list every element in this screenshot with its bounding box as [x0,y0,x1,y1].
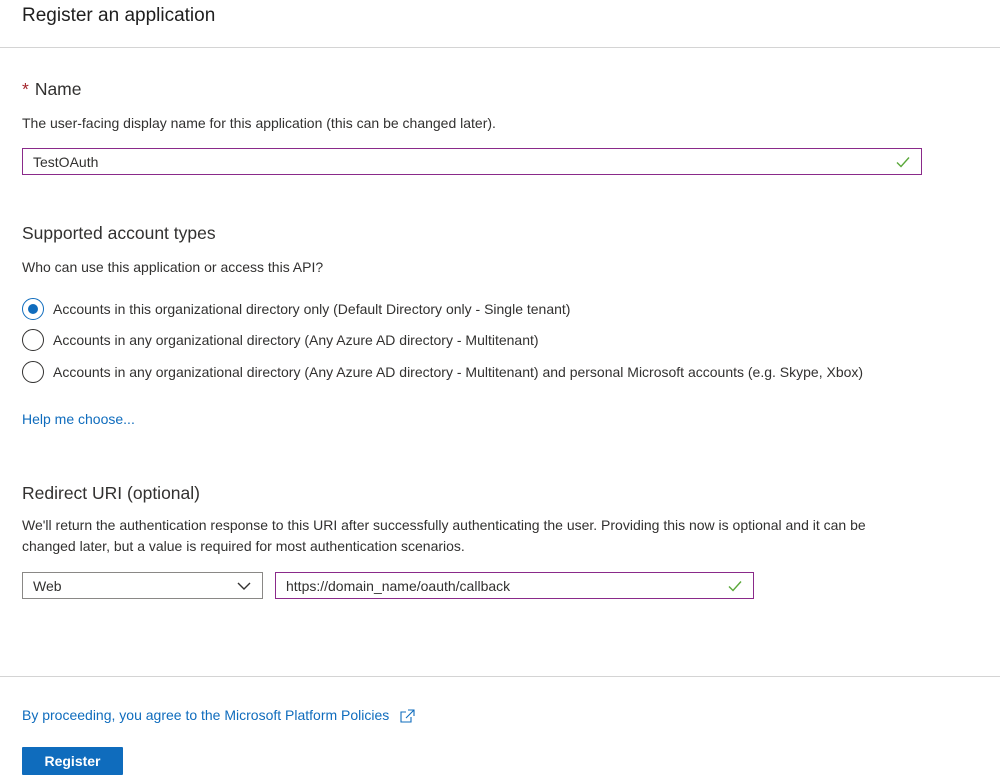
account-types-question: Who can use this application or access this API? [22,259,324,275]
account-type-option-multitenant[interactable] [22,329,539,351]
account-type-option-single-tenant[interactable] [22,298,570,320]
app-name-input[interactable] [22,148,922,175]
radio-unselected[interactable] [22,361,44,383]
account-type-label: Accounts in any organizational directory (Any Azure AD directory - Multitenant) and personal Microsoft accounts (e.g. Skype, Xbox) [53,364,864,380]
redirect-uri-input[interactable] [275,572,754,599]
page-title: Register an application [22,5,216,26]
radio-selected[interactable] [22,298,44,320]
account-type-label: Accounts in any organizational directory (Any Azure AD directory - Multitenant) [53,332,539,348]
redirect-uri-value: https://domain_name/oauth/callback [286,577,511,594]
external-link-icon [399,709,415,723]
required-marker: * [22,79,29,99]
redirect-description-line-2: changed later, but a value is required for most authentication scenarios. [22,538,465,554]
account-type-option-multitenant-personal[interactable] [22,361,863,383]
platform-select-value: Web [33,577,62,594]
app-name-value: TestOAuth [33,153,99,170]
check-icon [895,154,911,170]
account-types-heading: Supported account types [22,223,216,243]
chevron-down-icon [236,578,252,594]
header-divider [0,47,1000,48]
account-type-label: Accounts in this organizational directory only (Default Directory only - Single tenant) [53,301,571,317]
radio-unselected[interactable] [22,329,44,351]
register-button[interactable]: Register [22,747,123,775]
check-icon [727,578,743,594]
redirect-description-line-1: We'll return the authentication response to this URI after successfully authenticating the user. Providing this now is optional and it can be [22,517,866,533]
platform-select[interactable] [22,572,263,599]
platform-policies-label: By proceeding, you agree to the Microsoft Platform Policies [22,707,390,723]
footer-divider [0,676,1000,677]
name-heading [22,79,82,100]
name-description: The user-facing display name for this application (this can be changed later). [22,115,496,131]
help-me-choose-link[interactable]: Help me choose... [22,411,135,427]
name-heading-label: Name [34,79,82,99]
redirect-uri-heading: Redirect URI (optional) [22,483,200,503]
platform-policies-link[interactable] [22,707,415,723]
